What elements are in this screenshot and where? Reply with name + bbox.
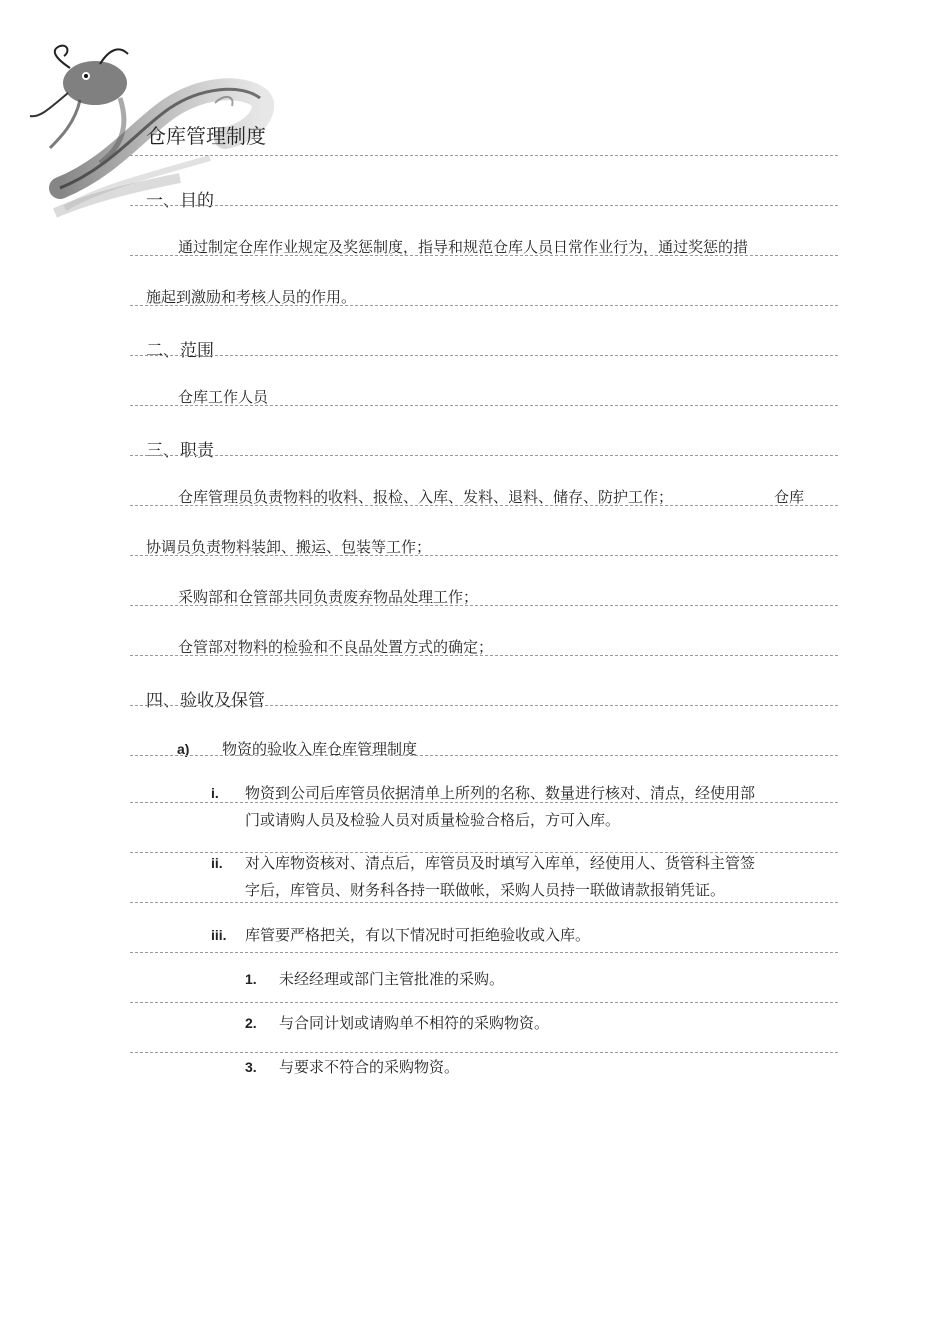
list-marker-ii: ii. xyxy=(211,855,223,871)
ruled-line xyxy=(130,952,838,953)
item-3-text: 与要求不符合的采购物资。 xyxy=(279,1058,460,1076)
ruled-line xyxy=(130,555,838,556)
ruled-line xyxy=(130,505,838,506)
item-1-text: 未经经理或部门主管批准的采购。 xyxy=(279,970,505,988)
ruled-line xyxy=(130,255,838,256)
ruled-line xyxy=(130,755,838,756)
responsibility-paragraph-1-tail: 仓库 xyxy=(774,488,805,506)
item-2-text: 与合同计划或请购单不相符的采购物资。 xyxy=(279,1014,550,1032)
item-i-line-1: 物资到公司后库管员依据清单上所列的名称、数量进行核对、清点，经使用部 xyxy=(245,784,756,802)
section-heading-acceptance: 四、验收及保管 xyxy=(146,691,265,711)
ruled-line xyxy=(130,155,838,156)
section-heading-scope: 二、范围 xyxy=(146,341,214,361)
scope-paragraph: 仓库工作人员 xyxy=(178,388,269,406)
responsibility-paragraph-1: 仓库管理员负责物料的收料、报检、入库、发料、退料、储存、防护工作； xyxy=(178,488,674,506)
responsibility-paragraph-2: 采购部和仓管部共同负责废弃物品处理工作； xyxy=(178,588,479,606)
ruled-line xyxy=(130,655,838,656)
ruled-line xyxy=(130,355,838,356)
ruled-line xyxy=(130,802,838,803)
list-marker-iii: iii. xyxy=(211,927,227,943)
document-title: 仓库管理制度 xyxy=(146,124,266,148)
ruled-line xyxy=(130,705,838,706)
responsibility-paragraph-3: 仓管部对物料的检验和不良品处置方式的确定； xyxy=(178,638,494,656)
ruled-line xyxy=(130,305,838,306)
item-ii-line-1: 对入库物资核对、清点后，库管员及时填写入库单，经使用人、货管科主管签 xyxy=(245,854,756,872)
item-iii-text: 库管要严格把关，有以下情况时可拒绝验收或入库。 xyxy=(245,926,591,944)
purpose-paragraph-line-1: 通过制定仓库作业规定及奖惩制度，指导和规范仓库人员日常作业行为，通过奖惩的措 xyxy=(178,238,749,256)
section-heading-responsibilities: 三、职责 xyxy=(146,441,214,461)
item-i-line-2: 门或请购人员及检验人员对质量检验合格后，方可入库。 xyxy=(245,811,621,829)
list-marker-3: 3. xyxy=(245,1059,257,1075)
list-marker-a: a) xyxy=(177,741,190,757)
ruled-line xyxy=(130,1052,838,1053)
ruled-line xyxy=(130,605,838,606)
list-marker-i: i. xyxy=(211,785,219,801)
list-marker-2: 2. xyxy=(245,1015,257,1031)
section-heading-purpose: 一、目的 xyxy=(146,191,214,211)
responsibility-paragraph-1-cont: 协调员负责物料装卸、搬运、包装等工作； xyxy=(146,538,432,556)
item-ii-line-2: 字后，库管员、财务科各持一联做帐，采购人员持一联做请款报销凭证。 xyxy=(245,881,726,899)
subsection-a-text: 物资的验收入库仓库管理制度 xyxy=(222,740,418,758)
ruled-line xyxy=(130,902,838,903)
ruled-line xyxy=(130,1002,838,1003)
ruled-line xyxy=(130,405,838,406)
ruled-line xyxy=(130,205,838,206)
purpose-paragraph-line-2: 施起到激励和考核人员的作用。 xyxy=(146,288,357,306)
list-marker-1: 1. xyxy=(245,971,257,987)
ruled-line xyxy=(130,455,838,456)
